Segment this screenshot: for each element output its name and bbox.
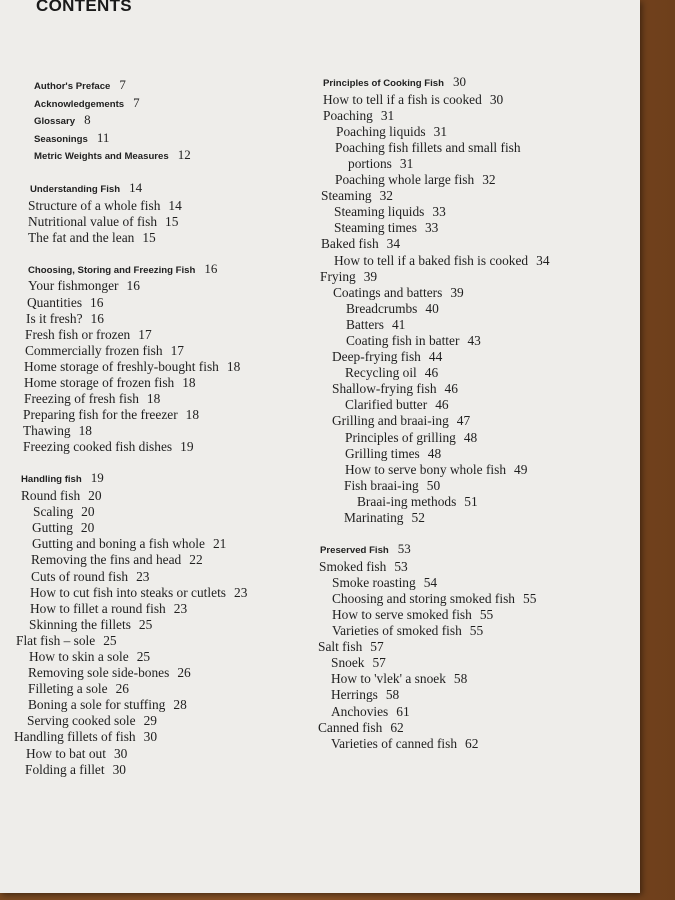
toc-section [14,77,314,165]
toc-page-number: 7 [119,77,126,92]
toc-entry [318,413,638,429]
toc-entry [318,591,638,607]
toc-entry [14,423,314,439]
toc-page-number: 52 [411,510,425,526]
toc-page-number: 55 [523,590,537,606]
toc-page-number: 58 [453,671,468,687]
toc-entry-title: Structure of a whole fish [28,197,161,213]
toc-entry-title: Varieties of smoked fish [332,623,462,639]
toc-entry-title: Frying [320,268,356,284]
toc-entry-title: Skinning the fillets [29,616,131,632]
toc-page-number: 31 [380,107,395,123]
toc-page-number: 57 [372,655,386,671]
toc-page-number: 8 [84,112,91,128]
toc-entry-title: Removing the fins and head [31,552,182,568]
toc-page-number: 26 [177,665,191,681]
toc-entry-title: Steaming [321,188,372,204]
toc-entry-title: Flat fish – sole [16,632,96,648]
toc-entry [318,704,638,720]
toc-page-number: 41 [391,316,406,332]
toc-entry-title: Metric Weights and Measures [34,151,169,163]
toc-entry-title: Shallow-frying fish [332,381,437,397]
toc-entry [14,327,314,343]
toc-entry-title: Gutting [32,520,73,536]
toc-page-number: 25 [138,616,153,632]
toc-entry [318,462,638,478]
toc-entry [318,397,638,413]
toc-section-heading [14,261,314,279]
toc-entry-title: How to tell if a baked fish is cooked [334,252,529,268]
toc-page-number: 25 [103,632,117,648]
toc-section-heading [318,541,638,559]
toc-page-number: 11 [96,129,110,145]
toc-entry-title: Thawing [23,423,71,439]
toc-entry [14,697,314,713]
toc-entry-title: Salt fish [318,639,363,655]
toc-entry [14,746,314,762]
toc-page-number: 23 [173,600,188,616]
toc-entry [318,269,638,285]
toc-entry [318,623,638,639]
toc-entry-title: Smoke roasting [332,574,416,590]
toc-page-number: 57 [370,639,384,655]
toc-section-heading [14,130,314,148]
toc-page-number: 16 [126,278,140,294]
toc-page-number: 39 [363,268,378,284]
toc-entry-title: Fish braai-ing [344,477,419,493]
toc-entry [14,488,314,504]
toc-page-number: 58 [385,687,400,703]
toc-page-number: 33 [432,204,446,220]
toc-entry [14,601,314,617]
toc-entry-title: Freezing cooked fish dishes [23,439,173,455]
toc-entry-title: Round fish [21,488,81,504]
page-title: CONTENTS [36,0,132,15]
toc-entry-title: Steaming liquids [334,204,425,220]
toc-entry [318,92,638,108]
toc-entry-title: Grilling times [345,445,420,461]
toc-entry-title: Recycling oil [345,365,417,381]
toc-page-number: 15 [142,229,156,245]
toc-page-number: 48 [427,445,442,461]
toc-entry-title: Braai-ing methods [357,493,457,509]
toc-entry [14,214,314,230]
toc-page-number: 19 [90,470,104,486]
toc-entry [318,381,638,397]
toc-entry [14,552,314,568]
toc-entry-title: Preparing fish for the freezer [23,407,178,423]
toc-page-number: 43 [467,333,481,348]
toc-entry-title: Steaming times [334,220,417,236]
toc-entry-title: Deep-frying fish [332,349,421,365]
toc-entry-title: Smoked fish [319,558,387,574]
toc-page-number: 29 [143,713,157,729]
toc-entry-title: Batters [346,316,384,332]
toc-page-number: 23 [234,584,248,600]
toc-page-number: 16 [90,310,104,326]
toc-entry [318,575,638,591]
toc-entry [318,720,638,736]
toc-page-number: 12 [177,147,191,163]
toc-page-number: 39 [450,284,464,300]
toc-section-heading [14,95,314,113]
toc-entry-title: Is it fresh? [26,310,83,326]
toc-entry-title: Folding a fillet [25,761,105,777]
toc-entry-title: Choosing and storing smoked fish [332,590,516,606]
toc-page-number: 30 [112,761,126,777]
toc-entry-title: How to serve smoked fish [332,607,472,622]
toc-entry [318,188,638,204]
toc-page-number: 18 [185,407,200,423]
toc-entry-title: Commercially frozen fish [25,342,163,358]
toc-entry-title: Gutting and boning a fish whole [32,536,205,552]
toc-page-number: 16 [90,294,104,310]
toc-entry [318,446,638,462]
toc-entry [318,349,638,365]
toc-entry-title: Fresh fish or frozen [25,326,131,342]
toc-entry-title: Preserved Fish [320,545,389,557]
toc-entry-title: Nutritional value of fish [28,213,158,229]
toc-entry-title: Freezing of fresh fish [24,391,139,407]
toc-page-number: 30 [113,745,128,761]
toc-section [318,74,638,526]
toc-page-number: 54 [423,574,438,590]
toc-entry [318,108,638,124]
toc-entry-title: Serving cooked sole [27,713,136,729]
toc-entry-title: Home storage of freshly-bought fish [24,358,219,374]
toc-page-number: 62 [465,735,479,751]
toc-entry [318,671,638,687]
toc-section [14,261,314,456]
toc-section-heading [14,470,314,488]
toc-entry-title: Acknowledgements [34,98,125,110]
toc-page-number: 28 [173,697,187,713]
toc-entry-title: Principles of grilling [345,429,456,445]
toc-entry-title: Quantities [27,294,83,310]
toc-entry-title: Principles of Cooking Fish [323,78,444,89]
toc-entry [318,736,638,752]
toc-entry-title: Coating fish in batter [346,333,460,348]
toc-entry [318,140,558,172]
toc-entry-title: Marinating [344,510,404,526]
toc-page-number: 46 [424,365,439,381]
toc-entry [14,391,314,407]
toc-entry [14,407,314,423]
toc-page-number: 62 [390,719,404,735]
toc-page-number: 32 [482,172,496,188]
toc-entry [318,124,638,140]
toc-entry-title: How to serve bony whole fish [345,461,507,477]
toc-page-number: 46 [444,381,458,397]
toc-entry-title: Poaching fish fillets and small fish portions [335,139,521,171]
toc-entry-title: Varieties of canned fish [331,735,458,751]
toc-entry [318,285,638,301]
toc-page-number: 16 [204,260,218,276]
toc-entry [318,494,638,510]
toc-page-number: 19 [180,439,194,455]
toc-page-number: 44 [428,349,443,365]
toc-entry [318,365,638,381]
toc-entry [318,220,638,236]
toc-entry-title: How to fillet a round fish [30,600,166,616]
toc-entry-title: Poaching liquids [336,123,426,139]
toc-entry [14,198,314,214]
toc-page-number: 51 [464,493,478,509]
toc-entry-title: Handling fillets of fish [14,729,136,745]
toc-page-number: 53 [397,541,411,557]
toc-page-number: 17 [170,342,184,358]
toc-page-number: 32 [379,188,393,204]
toc-entry [318,236,638,252]
toc-page-number: 48 [463,429,478,445]
toc-entry [318,430,638,446]
toc-entry [14,665,314,681]
toc-entry [14,295,314,311]
toc-entry-title: Canned fish [318,719,383,735]
toc-page-number: 14 [129,179,143,195]
toc-entry-title: Glossary [34,116,76,128]
toc-entry [318,607,638,623]
toc-entry [318,639,638,655]
toc-entry [318,333,638,349]
toc-entry [14,585,314,601]
toc-section-heading [14,112,314,130]
toc-entry [14,681,314,697]
toc-entry-title: How to 'vlek' a snoek [331,671,446,687]
toc-entry [14,375,314,391]
toc-entry [14,713,314,729]
toc-entry [318,253,638,269]
toc-entry-title: Your fishmonger [28,278,119,294]
toc-entry-title: How to bat out [26,745,106,761]
toc-entry [318,204,638,220]
toc-page-number: 18 [146,391,161,407]
toc-page-number: 30 [489,91,504,107]
toc-entry [14,633,314,649]
toc-entry [14,343,314,359]
toc-section-heading [318,74,638,92]
toc-entry [318,510,638,526]
toc-entry-title: Choosing, Storing and Freezing Fish [28,264,196,276]
toc-entry [14,729,314,745]
toc-page-number: 61 [396,703,410,719]
toc-page-number: 17 [138,326,152,342]
toc-entry-title: Seasonings [34,133,88,145]
toc-section-heading [14,77,314,95]
toc-entry-title: Poaching whole large fish [335,172,475,188]
toc-left-column [14,77,314,778]
toc-page-number: 20 [80,520,95,536]
toc-page-number: 40 [425,300,439,316]
toc-entry-title: The fat and the lean [28,229,135,245]
toc-entry-title: Coatings and batters [333,284,443,300]
toc-page-number: 33 [424,220,439,236]
toc-page-number: 20 [88,488,102,504]
toc-entry-title: Grilling and braai-ing [332,413,449,429]
toc-page-number: 21 [212,536,227,552]
toc-entry-title: Boning a sole for stuffing [28,697,166,713]
toc-entry [14,649,314,665]
toc-entry [318,317,638,333]
toc-entry-title: Filleting a sole [28,681,108,697]
toc-entry-title: Scaling [33,504,74,520]
toc-page-number: 34 [386,236,401,252]
toc-page-number: 23 [136,568,150,584]
toc-page-number: 25 [136,649,151,664]
toc-page-number: 18 [182,375,196,390]
toc-entry [14,311,314,327]
toc-page-number: 22 [189,552,203,568]
toc-page-number: 31 [399,155,414,171]
toc-section [318,541,638,752]
toc-entry [14,536,314,552]
toc-entry [318,478,638,494]
toc-entry [318,655,638,671]
toc-page-number: 18 [78,423,92,439]
toc-entry-title: Handling fish [21,474,82,486]
toc-entry [14,230,314,246]
toc-entry-title: Herrings [331,687,378,703]
toc-section [14,470,314,777]
toc-entry-title: Poaching [323,107,373,123]
toc-page-number: 14 [168,197,182,213]
toc-entry-title: Removing sole side-bones [28,665,170,681]
toc-section-heading [14,180,314,198]
toc-page-number: 55 [479,607,494,622]
toc-page-number: 7 [133,94,140,110]
toc-entry-title: How to skin a sole [29,649,129,664]
toc-entry [318,301,638,317]
toc-entry [14,439,314,455]
toc-entry-title: Home storage of frozen fish [24,375,175,390]
toc-entry [14,569,314,585]
toc-entry [14,617,314,633]
toc-page-number: 53 [394,558,408,574]
toc-page-number: 46 [435,397,449,413]
toc-page-number: 55 [469,623,484,639]
toc-entry-title: Author's Preface [34,81,111,92]
toc-section-heading [14,147,314,165]
toc-right-column [318,74,638,752]
toc-page-number: 20 [81,504,95,520]
toc-page-number: 18 [226,358,241,374]
toc-page-number: 47 [456,413,471,429]
toc-page-number: 34 [536,252,550,268]
toc-entry [14,278,314,294]
toc-page-number: 49 [514,461,528,477]
toc-page-number: 26 [115,681,129,697]
toc-entry-title: Baked fish [321,236,379,252]
toc-page-number: 31 [433,123,448,139]
toc-entry-title: How to tell if a fish is cooked [323,91,482,107]
toc-section [14,180,314,246]
toc-page-number: 15 [165,213,179,229]
toc-entry-title: Cuts of round fish [31,568,129,584]
toc-entry-title: How to cut fish into steaks or cutlets [30,584,226,600]
toc-entry [318,687,638,703]
toc-entry [14,359,314,375]
toc-page-number: 30 [453,74,466,89]
toc-entry [14,520,314,536]
toc-entry-title: Understanding Fish [30,183,121,195]
toc-page-number: 50 [426,477,441,493]
toc-entry [318,559,638,575]
toc-entry-title: Clarified butter [345,397,428,413]
toc-entry [14,504,314,520]
toc-entry-title: Snoek [331,655,365,671]
toc-entry-title: Anchovies [331,703,389,719]
toc-page-number: 30 [143,729,158,745]
toc-entry [14,762,314,778]
toc-entry-title: Breadcrumbs [346,300,418,316]
toc-entry [318,172,638,188]
